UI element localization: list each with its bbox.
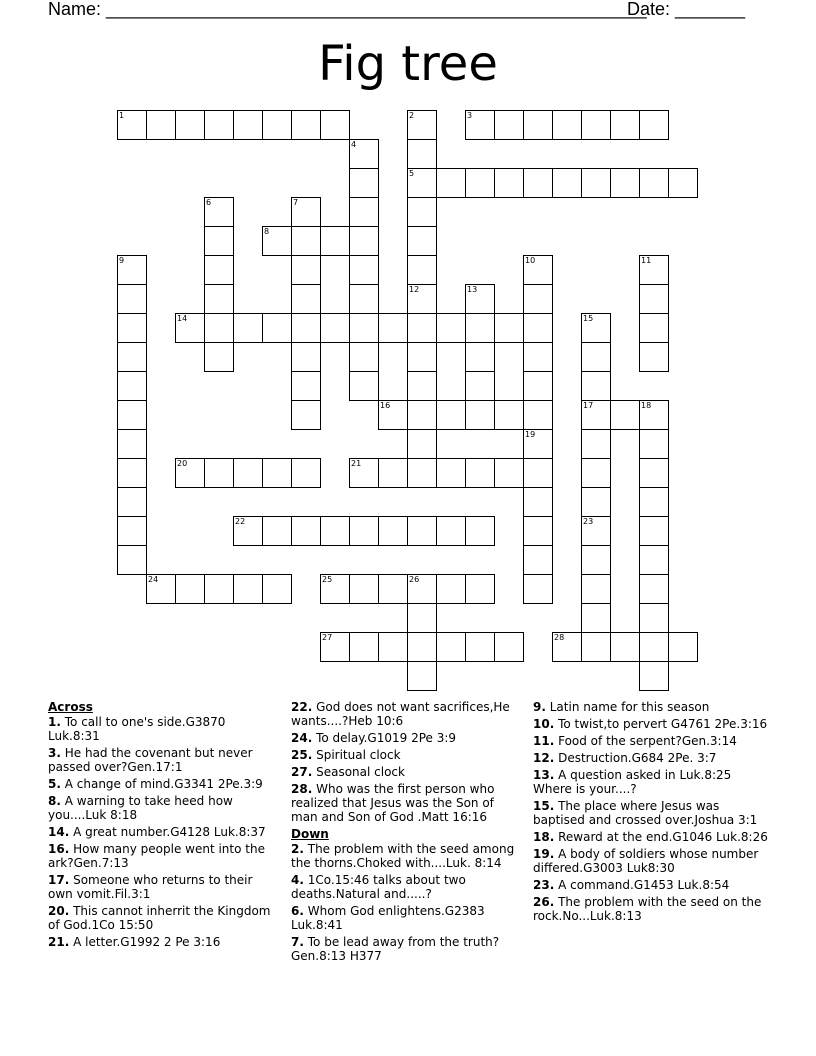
grid-cell[interactable] [291,371,321,401]
grid-cell[interactable] [668,632,698,662]
grid-cell[interactable] [639,545,669,575]
grid-cell[interactable] [465,574,495,604]
cell-number: 5 [409,169,415,178]
grid-cell[interactable] [639,458,669,488]
grid-cell[interactable] [117,429,147,459]
clue-number: 16. [48,842,70,856]
clue-text: 1Co.15:46 talks about two deaths.Natural and.....? [291,873,466,901]
clue-text: Spiritual clock [316,748,401,762]
grid-cell[interactable] [436,400,466,430]
grid-cell[interactable] [552,632,582,662]
grid-cell[interactable] [668,168,698,198]
grid-cell[interactable] [494,458,524,488]
cell-number: 17 [583,401,594,410]
clue-number: 26. [533,895,555,909]
cell-number: 19 [525,430,536,439]
grid-cell[interactable] [291,516,321,546]
grid-cell[interactable] [581,545,611,575]
grid-cell[interactable] [117,545,147,575]
grid-cell[interactable] [581,168,611,198]
grid-cell[interactable] [523,574,553,604]
grid-cell[interactable] [581,400,611,430]
grid-cell[interactable] [407,429,437,459]
clue-text: A great number.G4128 Luk.8:37 [73,825,266,839]
page-title: Fig tree [318,36,498,92]
grid-cell[interactable] [436,168,466,198]
clue-item [291,873,521,901]
clue-text: Who was the first person who realized that Jesus was the Son of man and Son of God .Matt 16:16 [291,782,495,824]
grid-cell[interactable] [117,400,147,430]
grid-cell[interactable] [233,110,263,140]
grid-cell[interactable] [262,574,292,604]
grid-cell[interactable] [494,110,524,140]
grid-cell[interactable] [581,313,611,343]
clues-column-2 [291,700,521,966]
grid-cell[interactable] [291,458,321,488]
grid-cell[interactable] [378,458,408,488]
grid-cell[interactable] [436,516,466,546]
cell-number: 1 [119,111,125,120]
clue-item [533,717,773,731]
grid-cell[interactable] [639,661,669,691]
grid-cell[interactable] [436,458,466,488]
cell-number: 7 [293,198,299,207]
grid-cell[interactable] [610,168,640,198]
grid-cell[interactable] [436,574,466,604]
grid-cell[interactable] [523,313,553,343]
grid-cell[interactable] [407,371,437,401]
clue-number: 22. [291,700,313,714]
clue-item [533,847,773,875]
clue-number: 17. [48,873,70,887]
grid-cell[interactable] [581,371,611,401]
grid-cell[interactable] [117,458,147,488]
clue-item [48,794,278,822]
grid-cell[interactable] [117,516,147,546]
down-heading: Down [291,827,329,841]
clue-number: 3. [48,746,61,760]
clue-item [291,765,521,779]
cell-number: 15 [583,314,594,323]
grid-cell[interactable] [610,110,640,140]
clue-item [533,895,773,923]
grid-cell[interactable] [407,226,437,256]
grid-cell[interactable] [581,603,611,633]
grid-cell[interactable] [407,139,437,169]
grid-cell[interactable] [349,284,379,314]
grid-cell[interactable] [465,516,495,546]
grid-cell[interactable] [262,110,292,140]
grid-cell[interactable] [523,458,553,488]
grid-cell[interactable] [639,110,669,140]
cell-number: 9 [119,256,125,265]
clue-item [291,782,521,824]
cell-number: 4 [351,140,357,149]
clue-item [533,878,773,892]
clue-item [533,700,773,714]
clue-item [48,842,278,870]
grid-cell[interactable] [204,574,234,604]
grid-cell[interactable] [378,516,408,546]
grid-cell[interactable] [204,197,234,227]
grid-cell[interactable] [262,313,292,343]
grid-cell[interactable] [494,168,524,198]
cell-number: 12 [409,285,420,294]
clue-item [291,935,521,963]
cell-number: 13 [467,285,478,294]
clue-number: 13. [533,768,555,782]
cell-number: 26 [409,575,420,584]
clue-text: He had the covenant but never passed over?Gen.17:1 [48,746,253,774]
across-heading: Across [48,700,93,714]
cell-number: 28 [554,633,565,642]
clue-text: To call to one's side.G3870 Luk.8:31 [48,715,226,743]
grid-cell[interactable] [639,255,669,285]
clue-text: A letter.G1992 2 Pe 3:16 [73,935,221,949]
clue-item [48,873,278,901]
grid-cell[interactable] [117,487,147,517]
cell-number: 25 [322,575,333,584]
cell-number: 27 [322,633,333,642]
grid-cell[interactable] [407,574,437,604]
clue-number: 19. [533,847,555,861]
grid-cell[interactable] [639,284,669,314]
clue-text: Latin name for this season [549,700,710,714]
cell-number: 11 [641,256,652,265]
grid-cell[interactable] [639,632,669,662]
clue-text: The place where Jesus was baptised and crossed over.Joshua 3:1 [533,799,758,827]
grid-cell[interactable] [407,342,437,372]
grid-cell[interactable] [117,313,147,343]
clue-item [291,904,521,932]
grid-cell[interactable] [523,516,553,546]
grid-cell[interactable] [523,255,553,285]
grid-cell[interactable] [523,110,553,140]
grid-cell[interactable] [349,342,379,372]
grid-cell[interactable] [407,516,437,546]
grid-cell[interactable] [262,458,292,488]
clue-item [291,731,521,745]
grid-cell[interactable] [262,516,292,546]
grid-cell[interactable] [175,458,205,488]
grid-cell[interactable] [581,574,611,604]
grid-cell[interactable] [407,255,437,285]
grid-cell[interactable] [465,313,495,343]
grid-cell[interactable] [407,458,437,488]
grid-cell[interactable] [320,226,350,256]
grid-cell[interactable] [320,574,350,604]
grid-cell[interactable] [581,487,611,517]
grid-cell[interactable] [639,487,669,517]
clue-text: Whom God enlightens.G2383 Luk.8:41 [291,904,485,932]
clue-text: This cannot inherrit the Kingdom of God.1Co 15:50 [48,904,271,932]
clue-item [533,734,773,748]
grid-cell[interactable] [581,458,611,488]
clue-text: A change of mind.G3341 2Pe.3:9 [64,777,263,791]
grid-cell[interactable] [320,313,350,343]
grid-cell[interactable] [378,313,408,343]
grid-cell[interactable] [407,284,437,314]
grid-cell[interactable] [349,632,379,662]
grid-cell[interactable] [349,574,379,604]
date-field[interactable]: Date: _______ [627,0,746,19]
grid-cell[interactable] [639,400,669,430]
cell-number: 10 [525,256,536,265]
grid-cell[interactable] [552,110,582,140]
clue-text: Someone who returns to their own vomit.Fil.3:1 [48,873,253,901]
grid-cell[interactable] [204,110,234,140]
grid-cell[interactable] [639,574,669,604]
grid-cell[interactable] [291,284,321,314]
clue-item [291,700,521,728]
grid-cell[interactable] [523,342,553,372]
grid-cell[interactable] [465,400,495,430]
grid-cell[interactable] [117,342,147,372]
clue-text: A question asked in Luk.8:25 Where is your....? [533,768,732,796]
grid-cell[interactable] [494,313,524,343]
cell-number: 20 [177,459,188,468]
grid-cell[interactable] [204,342,234,372]
grid-cell[interactable] [291,226,321,256]
grid-cell[interactable] [407,661,437,691]
clue-number: 21. [48,935,70,949]
grid-cell[interactable] [639,516,669,546]
grid-cell[interactable] [291,110,321,140]
cell-number: 16 [380,401,391,410]
grid-cell[interactable] [523,487,553,517]
grid-cell[interactable] [639,342,669,372]
clue-number: 4. [291,873,304,887]
clue-number: 28. [291,782,313,796]
grid-cell[interactable] [581,516,611,546]
cell-number: 24 [148,575,159,584]
grid-cell[interactable] [262,226,292,256]
grid-cell[interactable] [639,429,669,459]
clue-number: 7. [291,935,304,949]
grid-cell[interactable] [465,632,495,662]
grid-cell[interactable] [581,110,611,140]
cell-number: 2 [409,111,415,120]
grid-cell[interactable] [581,342,611,372]
cell-number: 22 [235,517,246,526]
cell-number: 6 [206,198,212,207]
grid-cell[interactable] [523,284,553,314]
grid-cell[interactable] [378,574,408,604]
grid-cell[interactable] [349,168,379,198]
clue-number: 11. [533,734,555,748]
grid-cell[interactable] [407,400,437,430]
grid-cell[interactable] [291,313,321,343]
clue-item [48,715,278,743]
grid-cell[interactable] [639,603,669,633]
clue-item [291,748,521,762]
clues-column-3 [533,700,773,926]
grid-cell[interactable] [204,284,234,314]
clue-number: 9. [533,700,546,714]
grid-cell[interactable] [349,516,379,546]
grid-cell[interactable] [204,313,234,343]
clue-number: 10. [533,717,555,731]
clue-text: To be lead away from the truth?Gen.8:13 H377 [291,935,500,963]
grid-cell[interactable] [610,632,640,662]
grid-cell[interactable] [349,197,379,227]
grid-cell[interactable] [523,545,553,575]
grid-cell[interactable] [465,371,495,401]
grid-cell[interactable] [349,139,379,169]
grid-cell[interactable] [407,110,437,140]
grid-cell[interactable] [117,284,147,314]
clue-number: 5. [48,777,61,791]
grid-cell[interactable] [349,226,379,256]
grid-cell[interactable] [465,168,495,198]
clue-item [533,830,773,844]
clue-text: How many people went into the ark?Gen.7:13 [48,842,265,870]
grid-cell[interactable] [175,574,205,604]
cell-number: 21 [351,459,362,468]
grid-cell[interactable] [204,226,234,256]
grid-cell[interactable] [146,110,176,140]
grid-cell[interactable] [291,255,321,285]
cell-number: 18 [641,401,652,410]
clue-number: 27. [291,765,313,779]
grid-cell[interactable] [320,632,350,662]
clue-text: To twist,to pervert G4761 2Pe.3:16 [558,717,768,731]
clue-text: Seasonal clock [316,765,405,779]
grid-cell[interactable] [233,574,263,604]
grid-cell[interactable] [407,197,437,227]
clue-number: 8. [48,794,61,808]
clue-item [48,746,278,774]
grid-cell[interactable] [523,168,553,198]
grid-cell[interactable] [349,458,379,488]
clue-text: The problem with the seed on the rock.No...Luk.8:13 [533,895,762,923]
clue-text: Destruction.G684 2Pe. 3:7 [558,751,717,765]
grid-cell[interactable] [117,371,147,401]
clue-number: 20. [48,904,70,918]
grid-cell[interactable] [523,371,553,401]
clue-text: A warning to take heed how you....Luk 8:18 [48,794,233,822]
clue-text: A command.G1453 Luk.8:54 [558,878,730,892]
grid-cell[interactable] [378,400,408,430]
clue-number: 1. [48,715,61,729]
clue-number: 24. [291,731,313,745]
grid-cell[interactable] [146,574,176,604]
clue-text: The problem with the seed among the thorns.Choked with....Luk. 8:14 [291,842,515,870]
grid-cell[interactable] [436,313,466,343]
clue-item [291,842,521,870]
grid-cell[interactable] [204,255,234,285]
grid-cell[interactable] [378,632,408,662]
clue-item [533,751,773,765]
clue-number: 12. [533,751,555,765]
clue-item [48,935,278,949]
grid-cell[interactable] [349,313,379,343]
clue-item [533,768,773,796]
clue-item [533,799,773,827]
grid-cell[interactable] [175,313,205,343]
clue-item [48,904,278,932]
clues-column-1 [48,700,278,952]
cell-number: 8 [264,227,270,236]
clue-number: 23. [533,878,555,892]
grid-cell[interactable] [204,458,234,488]
clue-text: A body of soldiers whose number differed.G3003 Luk8:30 [533,847,759,875]
grid-cell[interactable] [407,603,437,633]
grid-cell[interactable] [581,429,611,459]
grid-cell[interactable] [320,110,350,140]
clue-number: 18. [533,830,555,844]
cell-number: 23 [583,517,594,526]
grid-cell[interactable] [407,313,437,343]
clue-number: 14. [48,825,70,839]
grid-cell[interactable] [610,400,640,430]
grid-cell[interactable] [523,429,553,459]
grid-cell[interactable] [175,110,205,140]
grid-cell[interactable] [233,458,263,488]
grid-cell[interactable] [436,632,466,662]
cell-number: 14 [177,314,188,323]
grid-cell[interactable] [523,400,553,430]
clue-number: 15. [533,799,555,813]
clue-item [48,777,278,791]
grid-cell[interactable] [233,313,263,343]
clue-text: God does not want sacrifices,He wants....?Heb 10:6 [291,700,510,728]
grid-cell[interactable] [117,110,147,140]
grid-cell[interactable] [465,458,495,488]
grid-cell[interactable] [291,400,321,430]
grid-cell[interactable] [233,516,263,546]
clue-item [48,825,278,839]
grid-cell[interactable] [465,110,495,140]
grid-cell[interactable] [494,400,524,430]
grid-cell[interactable] [407,168,437,198]
grid-cell[interactable] [639,168,669,198]
grid-cell[interactable] [407,632,437,662]
grid-cell[interactable] [291,197,321,227]
cell-number: 3 [467,111,473,120]
grid-cell[interactable] [320,516,350,546]
name-field[interactable]: Name: ______________________________________________________ [48,0,647,19]
grid-cell[interactable] [117,255,147,285]
clue-number: 6. [291,904,304,918]
grid-cell[interactable] [552,168,582,198]
grid-cell[interactable] [494,632,524,662]
grid-cell[interactable] [465,284,495,314]
grid-cell[interactable] [349,371,379,401]
clue-text: Reward at the end.G1046 Luk.8:26 [558,830,768,844]
clue-text: Food of the serpent?Gen.3:14 [558,734,737,748]
clue-text: To delay.G1019 2Pe 3:9 [316,731,457,745]
grid-cell[interactable] [465,342,495,372]
clue-number: 25. [291,748,313,762]
grid-cell[interactable] [639,313,669,343]
clue-number: 2. [291,842,304,856]
grid-cell[interactable] [291,342,321,372]
grid-cell[interactable] [581,632,611,662]
grid-cell[interactable] [349,255,379,285]
